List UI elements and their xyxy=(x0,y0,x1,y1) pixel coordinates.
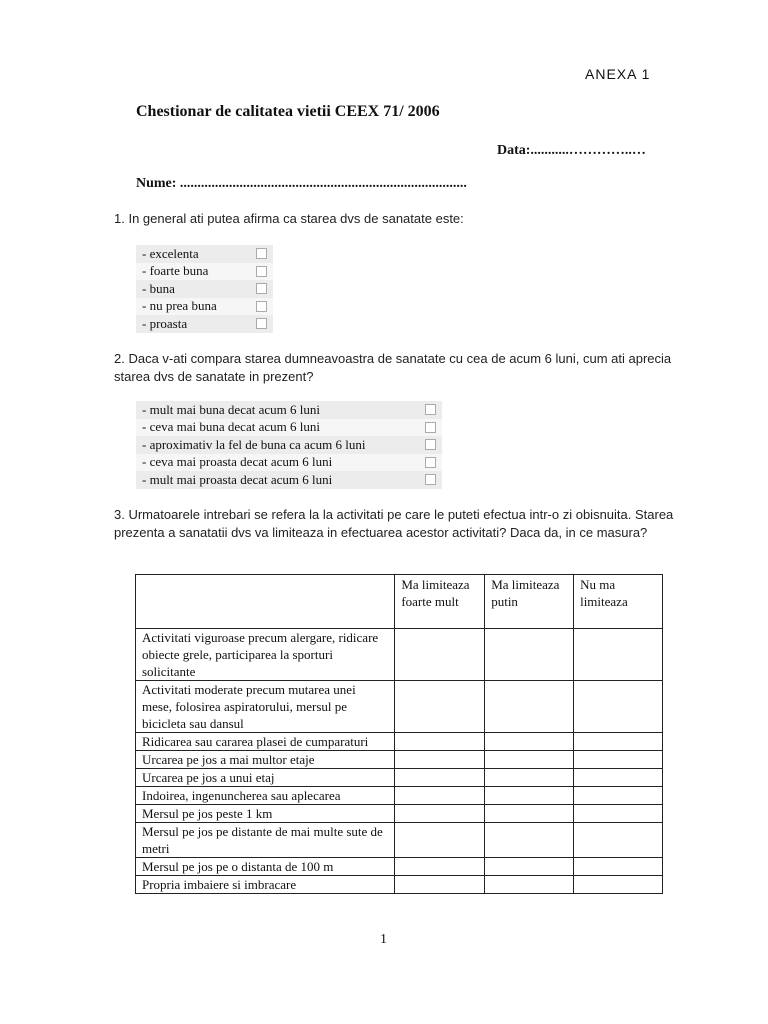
checkbox-icon[interactable] xyxy=(256,301,267,312)
option-label: - aproximativ la fel de buna ca acum 6 luni xyxy=(142,436,366,452)
option-label: - buna xyxy=(142,280,175,296)
activity-label: Mersul pe jos pe distante de mai multe sute de metri xyxy=(136,823,395,858)
answer-cell[interactable] xyxy=(574,733,663,751)
answer-cell[interactable] xyxy=(574,858,663,876)
table-row xyxy=(136,876,663,894)
checkbox-icon[interactable] xyxy=(256,283,267,294)
activity-limitation-table xyxy=(135,574,663,894)
activity-label: Propria imbaiere si imbracare xyxy=(136,876,395,894)
column-header: Nu ma limiteaza xyxy=(574,575,663,629)
option-label: - foarte buna xyxy=(142,263,209,279)
table-row xyxy=(136,733,663,751)
question-3-text: 3. Urmatoarele intrebari se refera la la activitati pe care le puteti efectua intr-o zi obisnuita. Starea prezenta a sanatatii dvs va limiteaza in efectuarea acestor activitati? Daca da, in ce masura? xyxy=(114,507,674,540)
table-row xyxy=(136,823,663,858)
table-row xyxy=(136,751,663,769)
checkbox-icon[interactable] xyxy=(425,457,436,468)
activity-label: Ridicarea sau cararea plasei de cumparaturi xyxy=(136,733,395,751)
question-2-text: 2. Daca v-ati compara starea dumneavoastra de sanatate cu cea de acum 6 luni, cum ati aprecia starea dvs de sanatate in prezent? xyxy=(114,351,672,384)
answer-cell[interactable] xyxy=(395,681,485,733)
column-header: Ma limiteaza foarte mult xyxy=(395,575,485,629)
page-number: 1 xyxy=(380,932,387,947)
answer-cell[interactable] xyxy=(485,805,574,823)
option-row[interactable] xyxy=(136,280,273,298)
option-label: - excelenta xyxy=(142,245,199,261)
activity-label: Indoirea, ingenuncherea sau aplecarea xyxy=(136,787,395,805)
activity-label: Mersul pe jos peste 1 km xyxy=(136,805,395,823)
answer-cell[interactable] xyxy=(574,876,663,894)
answer-cell[interactable] xyxy=(395,787,485,805)
answer-cell[interactable] xyxy=(485,858,574,876)
option-row[interactable] xyxy=(136,471,442,489)
table-row xyxy=(136,858,663,876)
answer-cell[interactable] xyxy=(485,733,574,751)
answer-cell[interactable] xyxy=(574,751,663,769)
answer-cell[interactable] xyxy=(485,751,574,769)
answer-cell[interactable] xyxy=(395,769,485,787)
option-row[interactable] xyxy=(136,315,273,333)
option-row[interactable] xyxy=(136,298,273,316)
checkbox-icon[interactable] xyxy=(425,439,436,450)
question-1-text: 1. In general ati putea afirma ca starea dvs de sanatate este: xyxy=(114,211,464,226)
table-row xyxy=(136,769,663,787)
answer-cell[interactable] xyxy=(395,876,485,894)
answer-cell[interactable] xyxy=(395,858,485,876)
date-field[interactable]: Data:...........…………..… xyxy=(497,143,646,158)
answer-cell[interactable] xyxy=(395,805,485,823)
activity-label: Activitati viguroase precum alergare, ridicare obiecte grele, participarea la sporturi solicitante xyxy=(136,629,395,681)
answer-cell[interactable] xyxy=(395,751,485,769)
option-row[interactable] xyxy=(136,263,273,281)
answer-cell[interactable] xyxy=(485,823,574,858)
checkbox-icon[interactable] xyxy=(425,422,436,433)
answer-cell[interactable] xyxy=(485,787,574,805)
answer-cell[interactable] xyxy=(485,769,574,787)
activity-label: Mersul pe jos pe o distanta de 100 m xyxy=(136,858,395,876)
option-label: - mult mai buna decat acum 6 luni xyxy=(142,401,320,417)
option-row[interactable] xyxy=(136,419,442,437)
activity-label: Urcarea pe jos a unui etaj xyxy=(136,769,395,787)
table-row xyxy=(136,629,663,681)
question-2-options xyxy=(136,401,442,489)
document-title: Chestionar de calitatea vietii CEEX 71/ 2006 xyxy=(136,103,440,120)
answer-cell[interactable] xyxy=(574,629,663,681)
option-row[interactable] xyxy=(136,245,273,263)
option-row[interactable] xyxy=(136,436,442,454)
answer-cell[interactable] xyxy=(574,805,663,823)
checkbox-icon[interactable] xyxy=(256,318,267,329)
answer-cell[interactable] xyxy=(574,787,663,805)
answer-cell[interactable] xyxy=(395,823,485,858)
answer-cell[interactable] xyxy=(395,733,485,751)
answer-cell[interactable] xyxy=(574,681,663,733)
answer-cell[interactable] xyxy=(485,876,574,894)
column-header xyxy=(136,575,395,629)
answer-cell[interactable] xyxy=(574,769,663,787)
question-1-options xyxy=(136,245,273,333)
checkbox-icon[interactable] xyxy=(256,248,267,259)
answer-cell[interactable] xyxy=(485,629,574,681)
option-label: - proasta xyxy=(142,315,188,331)
activity-label: Urcarea pe jos a mai multor etaje xyxy=(136,751,395,769)
checkbox-icon[interactable] xyxy=(256,266,267,277)
table-row xyxy=(136,787,663,805)
option-label: - ceva mai proasta decat acum 6 luni xyxy=(142,454,333,470)
option-label: - mult mai proasta decat acum 6 luni xyxy=(142,471,333,487)
activity-label: Activitati moderate precum mutarea unei mese, folosirea aspiratorului, mersul pe bicicleta sau dansul xyxy=(136,681,395,733)
answer-cell[interactable] xyxy=(395,629,485,681)
option-label: - ceva mai buna decat acum 6 luni xyxy=(142,419,320,435)
annex-label: ANEXA 1 xyxy=(585,66,651,82)
option-label: - nu prea buna xyxy=(142,298,217,314)
column-header: Ma limiteaza putin xyxy=(485,575,574,629)
checkbox-icon[interactable] xyxy=(425,474,436,485)
answer-cell[interactable] xyxy=(485,681,574,733)
table-row xyxy=(136,805,663,823)
option-row[interactable] xyxy=(136,401,442,419)
table-header-row xyxy=(136,575,663,629)
answer-cell[interactable] xyxy=(574,823,663,858)
checkbox-icon[interactable] xyxy=(425,404,436,415)
option-row[interactable] xyxy=(136,454,442,472)
name-field[interactable]: Nume: .................................................................................. xyxy=(136,176,467,191)
table-row xyxy=(136,681,663,733)
